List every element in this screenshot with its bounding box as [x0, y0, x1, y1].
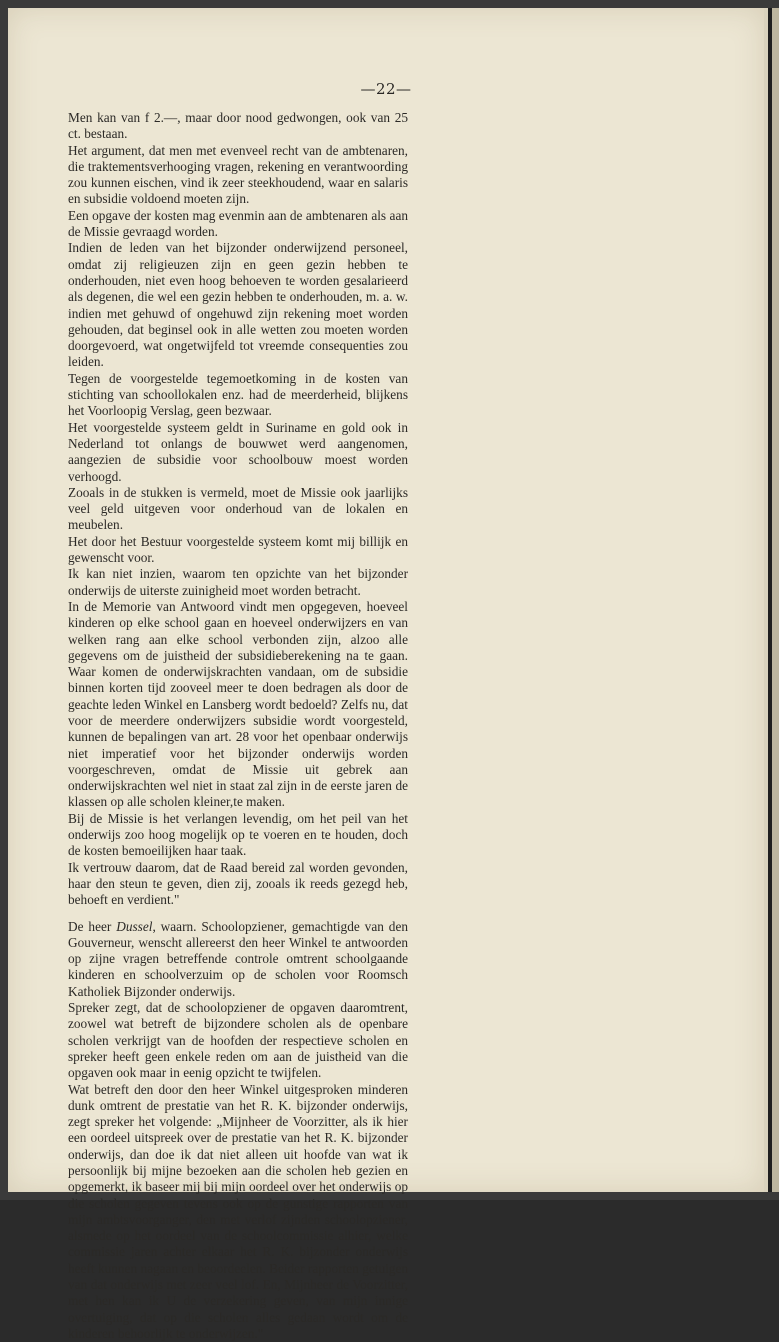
paragraph: Zooals in de stukken is vermeld, moet de Missie ook jaarlijks veel geld uitgeven voor onderhoud van de lokalen en meubelen.	[68, 484, 408, 533]
paragraph: Het door het Bestuur voorgestelde systeem komt mij billijk en gewenscht voor.	[68, 533, 408, 566]
paragraph: Spreker zegt, dat de schoolopziener de opgaven daaromtrent, zoowel wat betreft de bijzondere scholen als de openbare scholen verkrijgt van de hoofden der respectieve scholen en spreker heeft geen enkele reden om aan de juistheid van die opgaven ook maar in eenig opzicht te twijfelen.	[68, 1000, 408, 1081]
paragraph: Tegen de voorgestelde tegemoetkoming in de kosten van stichting van schoollokalen enz. had de meerderheid, blijkens het Voorloopig Verslag, geen bezwaar.	[68, 370, 408, 419]
speaker-paragraph	[68, 919, 408, 1000]
paragraph: In de Memorie van Antwoord vindt men opgegeven, hoeveel kinderen op elke school gaan en hoeveel onderwijzers en van welken rang aan elke school verbonden zijn, alzoo alle gegevens om de juistheid der subsidieberekening na te gaan. Waar komen de onderwijskrachten vandaan, om de subsidie binnen korten tijd zooveel meer te doen bedragen als door de geachte leden Winkel en Lansberg wordt bedoeld? Zelfs nu, dat voor de meerdere onderwijzers subsidie wordt voorgesteld, kunnen de bepalingen van art. 28 voor het openbaar onderwijs niet imperatief voor het bijzonder onderwijs worden voorgeschreven, omdat de Missie uit gebrek aan onderwijskrachten wel niet in staat zal zijn in de eerste jaren de klassen op alle scholen kleiner,te maken.	[68, 598, 408, 810]
paragraph: Men kan van f 2.—, maar door nood gedwongen, ook van 25 ct. bestaan.	[68, 110, 408, 142]
speaker-name: Dussel	[116, 918, 153, 934]
paragraph: Indien de leden van het bijzonder onderwijzend personeel, omdat zij religieuzen zijn en geen gezin hebben te onderhouden, niet even hoog behoeven te worden gesalarieerd als degenen, die wel een gezin hebben te onderhouden, m. a. w. indien met gehuwd of ongehuwd zijn rekening moet worden gehouden, dat beginsel ook in alle wetten zou moeten worden doorgevoerd, wat ongetwijfeld tot vreemde consequenties zou leiden.	[68, 240, 408, 370]
page-number: —22—	[360, 80, 412, 98]
paragraph: Ik vertrouw daarom, dat de Raad bereid zal worden gevonden, haar den steun te geven, dien zij, zooals ik reeds gezegd heb, behoeft en verdient."	[68, 859, 408, 908]
section-gap	[68, 909, 408, 919]
paragraph: Een opgave der kosten mag evenmin aan de ambtenaren als aan de Missie gevraagd worden.	[68, 207, 408, 240]
body-text	[68, 110, 408, 1342]
paragraph: Ik kan niet inzien, waarom ten opzichte van het bijzonder onderwijs de uiterste zuinigheid moet worden betracht.	[68, 566, 408, 598]
speaker-intro: De heer	[68, 918, 117, 934]
paragraph: Bij de Missie is het verlangen levendig, om het peil van het onderwijs zoo hoog mogelijk op te voeren en te houden, doch de kosten bemoeilijken haar taak.	[68, 810, 408, 859]
document-page	[8, 8, 764, 1341]
page-edge	[764, 8, 779, 1192]
paragraph: Wat betreft den door den heer Winkel uitgesproken minderen dunk omtrent de prestatie van het R. K. bijzonder onderwijs, zegt spreker het volgende: „Mijnheer de Voorzitter, als ik hier een oordeel uitspreek over de prestatie van het R. K. bijzonder onderwijs, dan doe ik dat niet alleen uit hoofde van wat ik persoonlijk bij mijne bezoeken aan die scholen heb gezien en opgemerkt, ik baseer mij bij mijn oordeel over het onderwijs op die scholen gegeven tevens ook op de gunstige rapporten van mijn ambtsvoorganger, den met verlof zijnden schoolopziener, alsmede op het oordeel van de schoolcommissie alhier, welke commissie jaren achter elkaar het R. K. bijzonder onderwijs heeft kunnen nagaan en beoordeelen. Beider rapporten getuigen van dat onderwijs met zeer veel lof. En, Mijnheer de Voorzitter, met hen kan ik U de verzekering geven, van mijn innige overtuiging, dat op die scholen alles gedaan wordt om de kinderen behoorlijk te onderwijzen."	[68, 1081, 408, 1341]
speaker-rest: , waarn. Schoolopziener, gemachtigde van den Gouverneur, wenscht allereerst den heer Winkel te antwoorden op zijne vragen betreffende controle omtrent schoolgaande kinderen en schoolverzuim op de scholen voor Roomsch Katholiek Bijzonder onderwijs.	[68, 918, 408, 999]
paragraph: Het argument, dat men met evenveel recht van de ambtenaren, die traktementsverhooging vragen, rekening en verantwoording zou kunnen eischen, vind ik zeer steekhoudend, waar en salaris en subsidie voldoend moeten zijn.	[68, 142, 408, 207]
paragraph: Het voorgestelde systeem geldt in Suriname en gold ook in Nederland tot onlangs de bouwwet werd aangenomen, aangezien de subsidie voor schoolbouw moest worden verhoogd.	[68, 419, 408, 484]
